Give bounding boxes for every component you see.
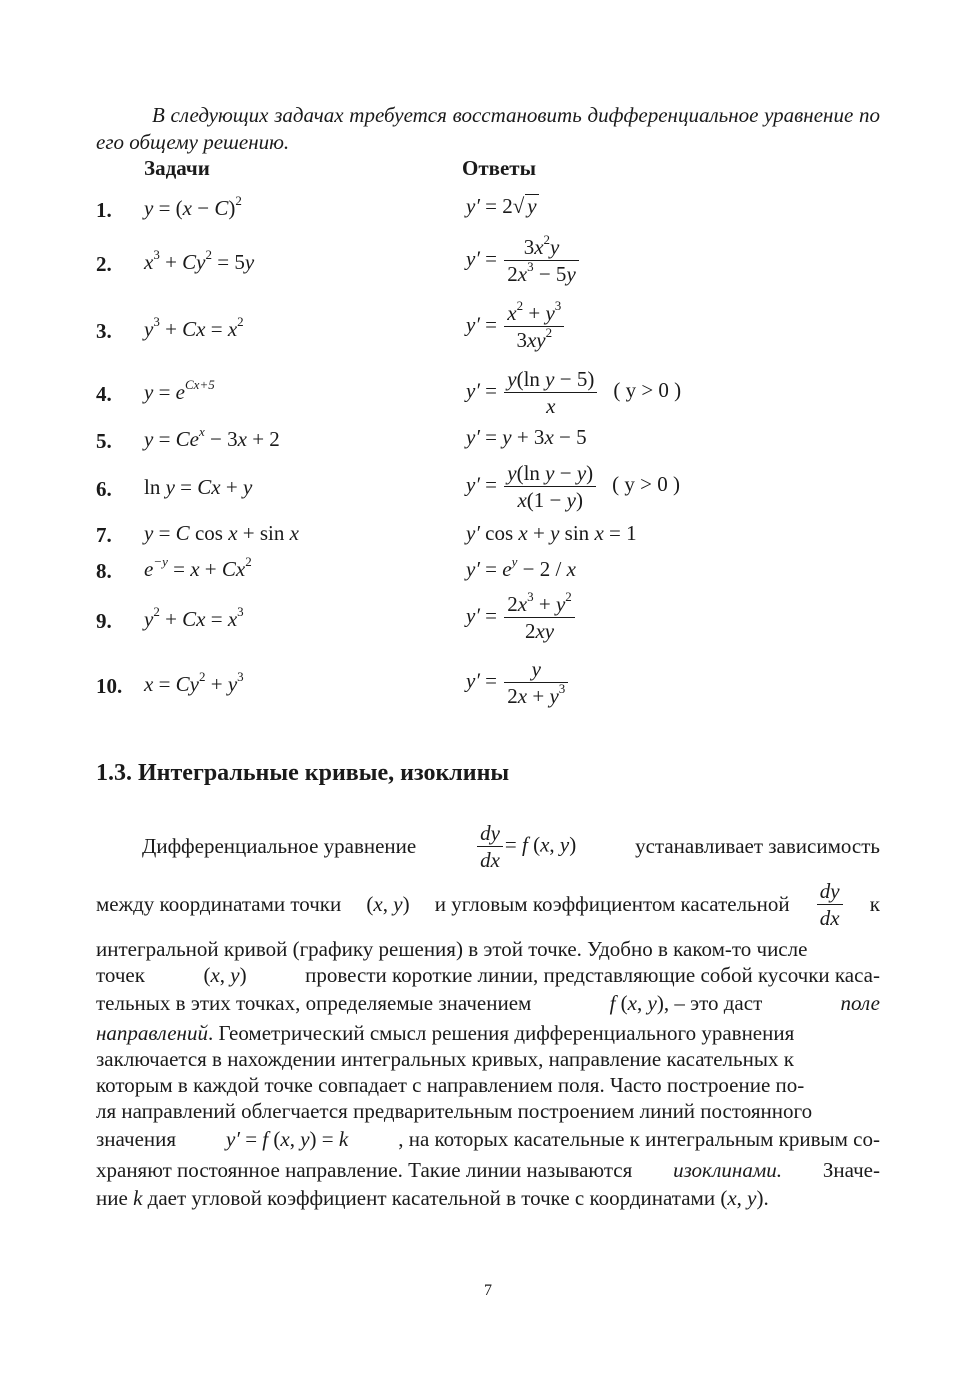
k-variable: k — [133, 1186, 143, 1210]
paragraph-p2-end: к — [869, 892, 880, 916]
task-4-equation: $y = e^{Cx+5}$ — [144, 377, 215, 404]
task-9-equation: $y^2 + Cx = x^3$ — [144, 604, 244, 631]
paragraph-p2-start: между координатами точки — [96, 892, 342, 916]
answer-5-equation: y′ = y + 3x − 5 — [466, 425, 587, 449]
task-7-equation: y = C cos x + sin x — [144, 521, 299, 545]
intro-text: В следующих задачах требуется восстановить дифференциальное уравнение по его общему решению. — [96, 103, 880, 154]
paragraph-line4-end: провести короткие линии, представляющие собой кусочки каса- — [305, 963, 880, 987]
point-xy: (x, y) — [366, 892, 410, 916]
paragraph-p2-mid: и угловым коэффициентом касательной — [434, 892, 790, 916]
paragraph-p1-end: устанавливает зависимость — [635, 834, 880, 858]
paragraph-line11-italic: изоклинами. — [673, 1158, 782, 1182]
paragraph-line10-end: , на которых касательные к интегральным кривым со- — [398, 1127, 880, 1151]
paragraph-line-1 — [96, 820, 880, 873]
task-number-10: 10. — [96, 674, 123, 698]
answer-1-equation: y′ = 2√ y — [466, 194, 537, 218]
task-8-equation: $e^{-y} = x + Cx^2$ — [144, 554, 252, 581]
isocline-equation: y′ = f (x, y) = k — [226, 1127, 349, 1151]
page-number: 7 — [484, 1282, 492, 1299]
task-6-equation: ln y = Cx + y — [144, 475, 253, 499]
point-xy-3: (x, y) — [720, 1186, 764, 1210]
task-number-6: 6. — [96, 477, 112, 501]
paragraph-line-10 — [96, 1127, 880, 1152]
paragraph-line-8: которым в каждой точке совпадает с направлением поля. Часто построение по- — [96, 1073, 805, 1097]
answer-10-equation: y′ = $\frac{y}{2x + y^3}$ — [466, 656, 570, 709]
task-number-5: 5. — [96, 429, 112, 453]
answers-header: Ответы — [462, 156, 537, 180]
task-2-equation: $x^3 + Cy^2 = 5y$ — [144, 247, 255, 274]
answer-7-equation: y′ cos x + y sin x = 1 — [466, 521, 637, 545]
paragraph-line5-italic: поле — [840, 991, 880, 1015]
paragraph-line-4 — [96, 963, 880, 988]
paragraph-line12-start: ние — [96, 1186, 128, 1210]
task-number-4: 4. — [96, 382, 112, 406]
paragraph-line11-end: Значе- — [822, 1158, 880, 1182]
answer-2-equation: y′ = $\frac{3x^2y}{2x^3 - 5y}$ — [466, 234, 581, 287]
fxy-expression: f (x, y) — [609, 991, 664, 1015]
task-number-9: 9. — [96, 609, 112, 633]
task-number-2: 2. — [96, 252, 112, 276]
task-1-equation: $y = (x - C)^2$ — [144, 193, 242, 220]
task-3-equation: $y^3 + Cx = x^2$ — [144, 314, 244, 341]
task-number-8: 8. — [96, 559, 112, 583]
task-5-equation: $y = Ce^x - 3x + 2$ — [144, 424, 280, 451]
answer-3-equation: y′ = $\frac{x^2 + y^3}{3xy^2}$ — [466, 300, 566, 353]
paragraph-line-7: заключается в нахождении интегральных кривых, направление касательных к — [96, 1047, 794, 1071]
answer-6-condition: ( y > 0 ) — [612, 472, 681, 497]
paragraph-line-6 — [96, 1021, 880, 1046]
paragraph-line4-start: точек — [96, 963, 145, 987]
answer-4-condition: ( y > 0 ) — [613, 378, 682, 403]
task-number-1: 1. — [96, 198, 112, 222]
answer-4-equation: y′ = $\frac{\text{y(ln y − 5)}}{x}$ ( y > 0 ) — [466, 367, 682, 418]
tasks-header: Задачи — [144, 156, 210, 180]
paragraph-line5-mid: , – это даст — [663, 991, 763, 1015]
paragraph-line-2 — [96, 878, 880, 931]
paragraph-line6-rest: . Геометрический смысл решения дифференциального уравнения — [207, 1021, 795, 1045]
answer-6-equation: y′ = $\frac{\text{y(ln y − y)}}{x(1 - y)}$ ( y > 0 ) — [466, 461, 681, 512]
task-number-3: 3. — [96, 319, 112, 343]
dydx-fraction: $\frac{dy}{dx}$ — [815, 878, 845, 931]
paragraph-line-12: ние k дает угловой коэффициент касательной в точке с координатами (x, y). — [96, 1186, 769, 1210]
paragraph-line10-start: значения — [96, 1127, 177, 1151]
point-xy-2: (x, y) — [203, 963, 247, 987]
answer-9-equation: y′ = $\frac{2x^3 + y^2}{2xy}$ — [466, 591, 577, 644]
task-number-7: 7. — [96, 523, 112, 547]
paragraph-p1-start: Дифференциальное уравнение — [142, 834, 417, 858]
task-10-equation: $x = Cy^2 + y^3$ — [144, 669, 244, 696]
paragraph-line-9: ля направлений облегчается предварительным построением линий постоянного — [96, 1099, 813, 1123]
paragraph-line5-start: тельных в этих точках, определяемые значением — [96, 991, 532, 1015]
paragraph-line11-start: храняют постоянное направление. Такие линии называются — [96, 1158, 633, 1182]
paragraph-line6-italic: направлений — [96, 1021, 208, 1045]
answer-8-equation: $y' = e^y - 2 / x$ — [466, 554, 576, 581]
paragraph-line-3: интегральной кривой (графику решения) в этой точке. Удобно в каком-то числе — [96, 937, 808, 961]
paragraph-line-5 — [96, 991, 880, 1016]
paragraph-line12-mid: дает угловой коэффициент касательной в точке с координатами — [147, 1186, 716, 1210]
paragraph-line-11 — [96, 1158, 880, 1183]
section-title: 1.3. Интегральные кривые, изоклины — [96, 760, 510, 786]
dydx-equation: $\frac{dy}{dx}$ = f (x, y) — [475, 820, 576, 873]
